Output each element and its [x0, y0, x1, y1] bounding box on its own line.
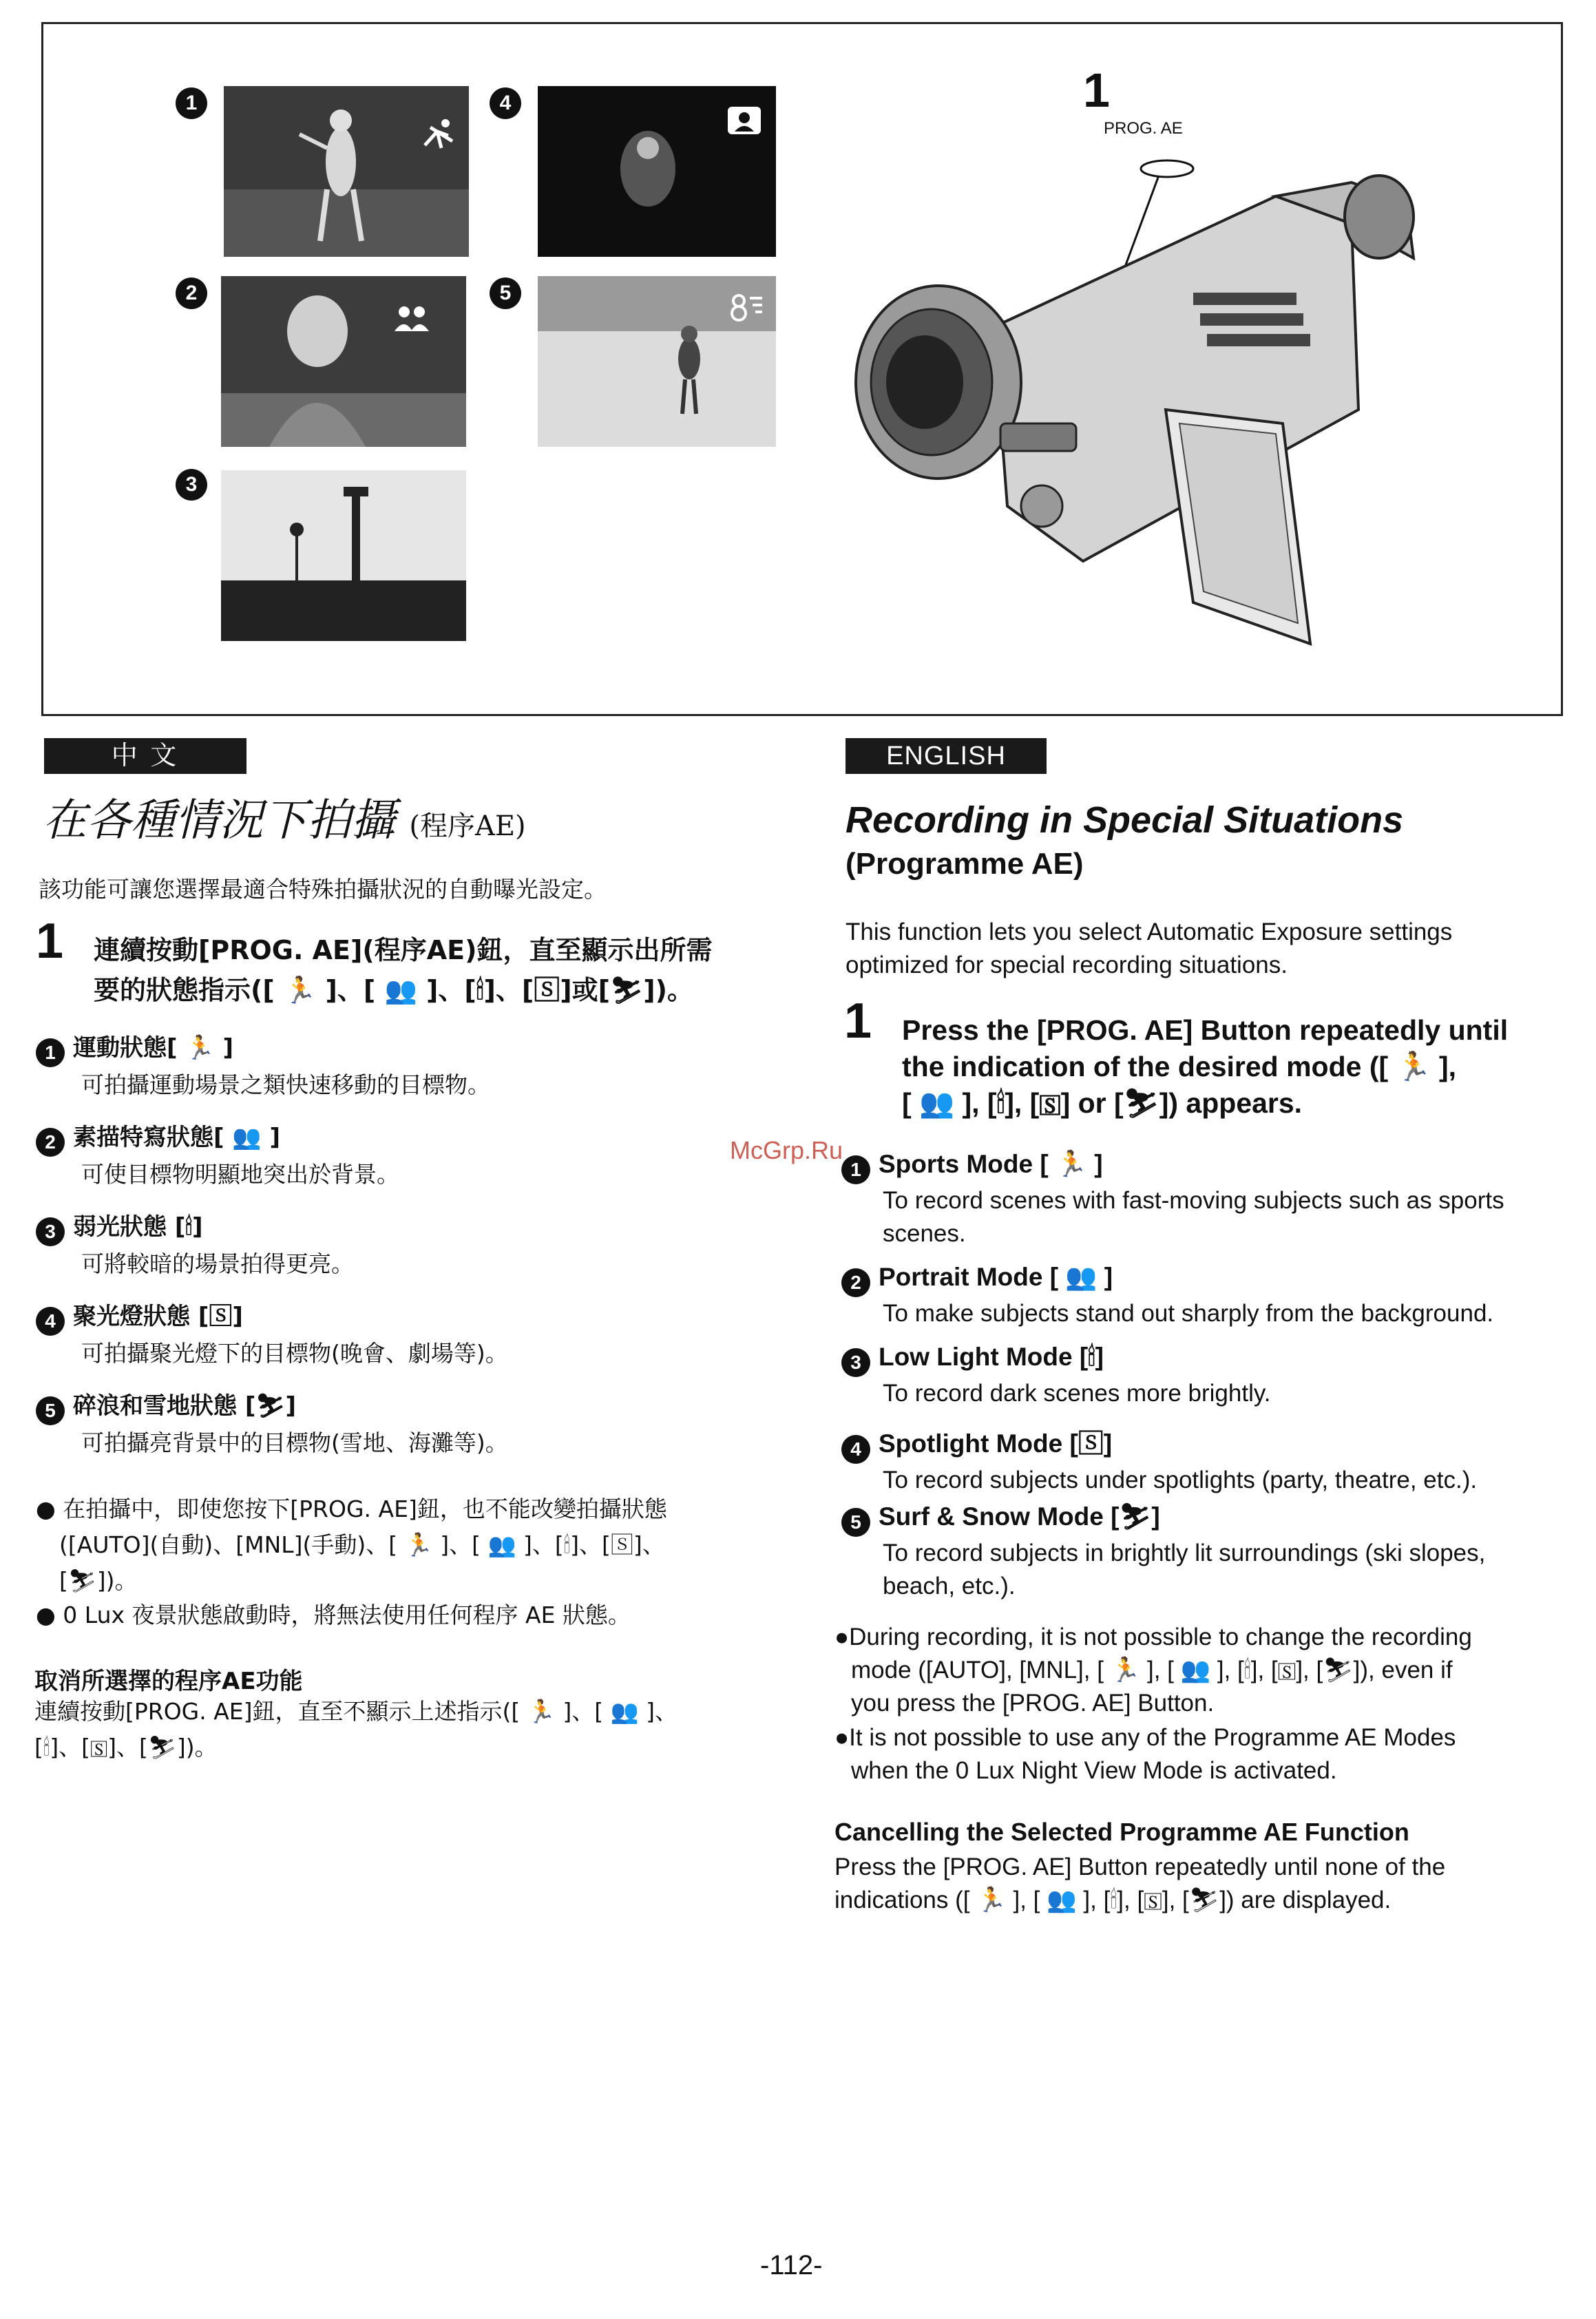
chinese-mode-5-title: 碎浪和雪地狀態 [⛷] — [73, 1392, 297, 1420]
surf-snow-mode-icon — [725, 291, 766, 324]
chinese-mode-1-num: 1 — [36, 1038, 65, 1067]
english-bullet-1-line2: mode ([AUTO], [MNL], [ 🏃 ], [ 👥 ], [🕯], [🅂], [⛷]), even if — [851, 1657, 1453, 1683]
figure-box — [41, 22, 1563, 716]
tennis-player-illustration — [224, 86, 469, 257]
chinese-bullet-1 — [36, 1491, 667, 1599]
chinese-mode-2 — [36, 1118, 399, 1193]
english-mode-4-num: 4 — [841, 1435, 870, 1464]
english-mode-1-desc2: scenes. — [883, 1219, 966, 1247]
english-step-line2: the indication of the desired mode ([ 🏃 ], — [902, 1051, 1457, 1082]
english-bullet-2 — [834, 1721, 1456, 1787]
english-cancel-body — [834, 1851, 1445, 1917]
english-subtitle: (Programme AE) — [846, 847, 1084, 881]
english-title: Recording in Special Situations — [846, 799, 1404, 841]
english-mode-3-title: Low Light Mode [🕯] — [879, 1343, 1104, 1371]
english-mode-2-num: 2 — [841, 1268, 870, 1297]
portrait-woman-illustration — [221, 276, 466, 447]
chinese-cancel-line1: 連續按動[PROG. AE]鈕，直至不顯示上述指示([ 🏃 ]、[ 👥 ]、 — [34, 1698, 678, 1725]
camcorder-illustration — [835, 120, 1455, 699]
chinese-mode-4-desc: 可拍攝聚光燈下的目標物(晚會、劇場等)。 — [81, 1339, 508, 1367]
chinese-title-main: 在各種情況下拍攝 — [43, 795, 395, 846]
chinese-mode-2-num: 2 — [36, 1128, 65, 1157]
chinese-intro: 該功能可讓您選擇最適合特殊拍攝狀況的自動曝光設定。 — [39, 876, 607, 903]
english-intro — [846, 916, 1452, 982]
photo-number-1: 1 — [176, 87, 207, 119]
photo-number-5: 5 — [490, 277, 521, 309]
english-mode-5-title: Surf & Snow Mode [⛷] — [879, 1502, 1160, 1531]
english-mode-4-title: Spotlight Mode [🅂] — [879, 1429, 1113, 1458]
chinese-mode-4 — [36, 1297, 508, 1372]
english-tab: ENGLISH — [846, 738, 1047, 774]
chinese-mode-4-num: 4 — [36, 1307, 65, 1336]
english-mode-2-desc1: To make subjects stand out sharply from the background. — [883, 1299, 1494, 1327]
english-step-line1: Press the [PROG. AE] Button repeatedly until — [902, 1014, 1509, 1046]
chinese-mode-3-num: 3 — [36, 1217, 65, 1246]
english-cancel-line2: indications ([ 🏃 ], [ 👥 ], [🕯], [🅂], [⛷]) are displayed. — [834, 1887, 1392, 1913]
english-mode-5-desc1: To record subjects in brightly lit surroundings (ski slopes, — [883, 1539, 1486, 1566]
english-step-line3: [ 👥 ], [🕯], [🅂] or [⛷]) appears. — [902, 1087, 1303, 1119]
chinese-mode-5-desc: 可拍攝亮背景中的目標物(雪地、海灘等)。 — [81, 1429, 508, 1456]
english-bullet-2-line2: when the 0 Lux Night View Mode is activated. — [851, 1757, 1337, 1784]
english-step-number: 1 — [844, 994, 872, 1049]
photo-surf-snow-mode — [538, 276, 776, 447]
english-mode-1 — [841, 1150, 1504, 1250]
english-mode-3-desc1: To record dark scenes more brightly. — [883, 1379, 1271, 1407]
english-mode-4-desc1: To record subjects under spotlights (party, theatre, etc.). — [883, 1466, 1478, 1493]
english-mode-5 — [841, 1502, 1485, 1603]
chinese-step-number: 1 — [36, 914, 64, 969]
chinese-cancel-title: 取消所選擇的程序AE功能 — [34, 1668, 303, 1695]
spotlight-mode-icon — [724, 104, 765, 137]
photo-portrait-mode — [221, 276, 466, 447]
portrait-mode-icon — [384, 304, 439, 337]
chinese-title-suffix: (程序AE) — [409, 810, 526, 842]
chinese-mode-3-title: 弱光狀態 [🕯] — [73, 1213, 203, 1241]
chinese-mode-5 — [36, 1387, 508, 1461]
watermark: McGrp.Ru — [730, 1136, 843, 1164]
chinese-mode-3-desc: 可將較暗的場景拍得更亮。 — [81, 1250, 354, 1277]
english-mode-4 — [841, 1423, 1477, 1497]
chinese-mode-3 — [36, 1208, 354, 1282]
chinese-mode-1-desc: 可拍攝運動場景之類快速移動的目標物。 — [81, 1071, 490, 1098]
chinese-cancel-line2: [🕯]、[🅂]、[⛷])。 — [34, 1734, 218, 1761]
english-step-text — [902, 1012, 1508, 1122]
english-mode-5-desc2: beach, etc.). — [883, 1572, 1016, 1599]
dusk-tower-illustration — [221, 470, 466, 641]
prog-ae-button-label: PROG. AE — [1104, 119, 1183, 138]
figure-step-label: 1 — [1083, 63, 1110, 117]
page-number: -112- — [760, 2250, 823, 2280]
photo-number-2: 2 — [176, 277, 207, 309]
chinese-bullet-1-line1: ● 在拍攝中，即使您按下[PROG. AE]鈕，也不能改變拍攝狀態 — [36, 1496, 667, 1522]
english-bullet-1-line3: you press the [PROG. AE] Button. — [851, 1690, 1215, 1717]
photo-spotlight-mode — [538, 86, 776, 257]
chinese-mode-4-title: 聚光燈狀態 [🅂] — [73, 1303, 243, 1330]
english-bullet-1 — [834, 1621, 1472, 1720]
chinese-step-line2: 要的狀態指示([ 🏃 ]、[ 👥 ]、[🕯]、[🅂]或[⛷])。 — [94, 975, 693, 1005]
english-cancel-title: Cancelling the Selected Programme AE Function — [834, 1818, 1409, 1846]
chinese-bullet-2: ● 0 Lux 夜景狀態啟動時，將無法使用任何程序 AE 狀態。 — [36, 1602, 631, 1628]
chinese-mode-2-desc: 可使目標物明顯地突出於背景。 — [81, 1160, 399, 1188]
chinese-cancel-body — [34, 1694, 678, 1765]
sports-mode-icon — [418, 118, 459, 151]
chinese-tab: 中 文 — [44, 738, 246, 774]
english-mode-1-num: 1 — [841, 1155, 870, 1184]
english-intro-line1: This function lets you select Automatic Exposure settings — [846, 919, 1453, 945]
english-mode-1-title: Sports Mode [ 🏃 ] — [879, 1150, 1103, 1178]
chinese-mode-1-title: 運動狀態[ 🏃 ] — [73, 1034, 234, 1062]
english-mode-2-title: Portrait Mode [ 👥 ] — [879, 1263, 1113, 1291]
chinese-bullet-1-line3: [⛷])。 — [59, 1567, 138, 1594]
chinese-mode-2-title: 素描特寫狀態[ 👥 ] — [73, 1124, 281, 1151]
chinese-step-line1: 連續按動[PROG. AE](程序AE)鈕，直至顯示出所需 — [94, 935, 713, 965]
photo-number-3: 3 — [176, 469, 207, 501]
english-cancel-line1: Press the [PROG. AE] Button repeatedly until none of the — [834, 1854, 1446, 1880]
photo-number-4: 4 — [490, 87, 521, 119]
chinese-bullet-1-line2: ([AUTO](自動)、[MNL](手動)、[ 🏃 ]、[ 👥 ]、[🕯]、[🅂]、 — [59, 1531, 665, 1558]
photo-sports-mode — [224, 86, 469, 257]
chinese-mode-5-num: 5 — [36, 1396, 65, 1425]
english-mode-3-num: 3 — [841, 1348, 870, 1377]
english-bullet-2-line1: ●It is not possible to use any of the Programme AE Modes — [834, 1724, 1456, 1751]
english-intro-line2: optimized for special recording situations. — [846, 952, 1288, 978]
photo-low-light-mode — [221, 470, 466, 641]
english-mode-1-desc1: To record scenes with fast-moving subjects such as sports — [883, 1186, 1504, 1214]
english-bullet-1-line1: ●During recording, it is not possible to change the recording — [834, 1624, 1472, 1650]
english-mode-5-num: 5 — [841, 1508, 870, 1537]
english-mode-3 — [841, 1343, 1270, 1410]
chinese-mode-1 — [36, 1029, 490, 1103]
chinese-title — [43, 785, 526, 848]
english-mode-2 — [841, 1263, 1493, 1330]
